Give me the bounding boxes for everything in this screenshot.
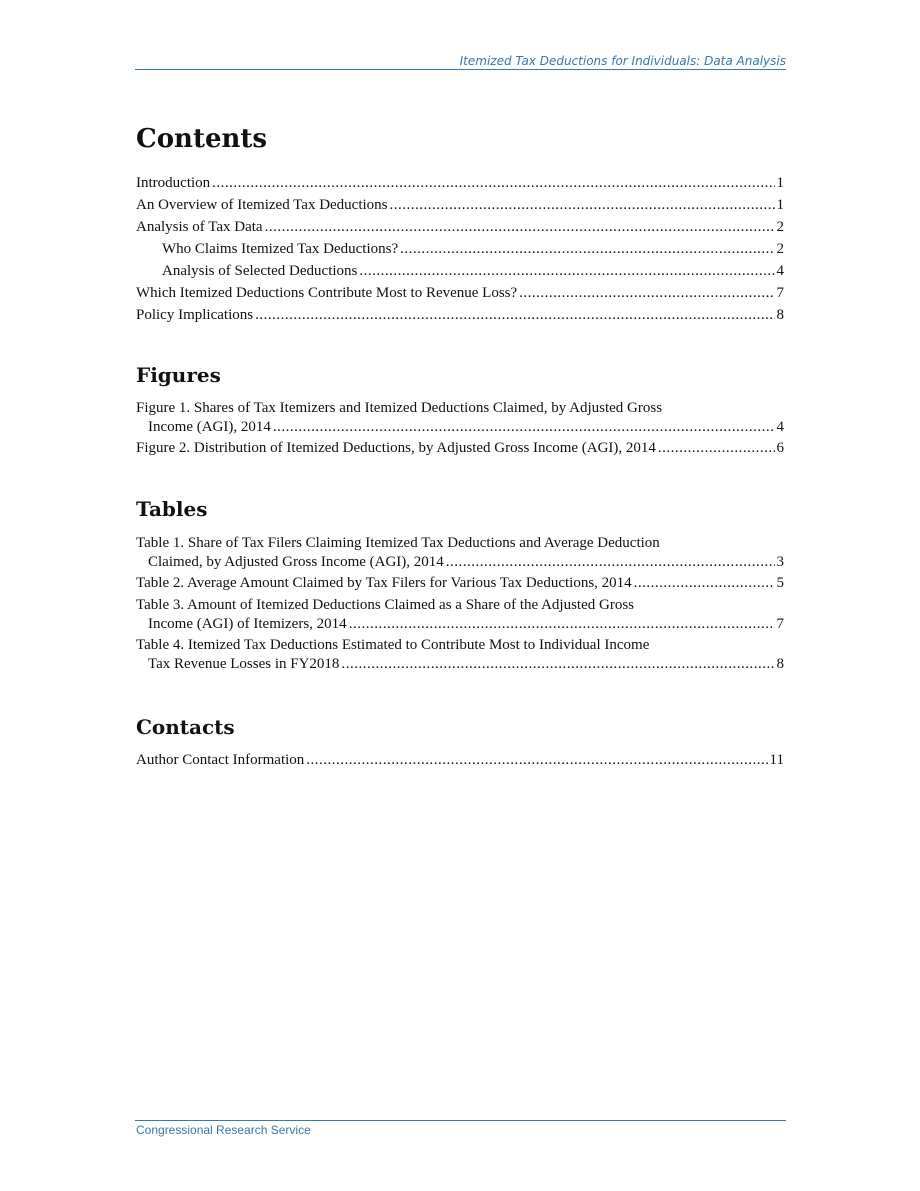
toc-entry[interactable] bbox=[136, 306, 784, 325]
toc-entry-label: Analysis of Tax Data bbox=[136, 219, 263, 235]
toc-entry[interactable] bbox=[136, 399, 784, 437]
toc-page-number: 11 bbox=[769, 752, 784, 768]
dot-leader bbox=[658, 439, 775, 458]
toc-entry-label: Figure 1. Shares of Tax Itemizers and Itemized Deductions Claimed, by Adjusted Gross bbox=[136, 400, 663, 416]
toc-entry-label-continued: Tax Revenue Losses in FY2018 bbox=[148, 656, 340, 672]
toc-entry[interactable] bbox=[136, 534, 784, 572]
toc-subentry[interactable] bbox=[136, 262, 784, 281]
tables-list bbox=[136, 534, 784, 676]
toc-page-number: 1 bbox=[776, 197, 784, 213]
toc-entry-label: Which Itemized Deductions Contribute Most to Revenue Loss? bbox=[136, 285, 518, 301]
toc-entry-label: Author Contact Information bbox=[136, 752, 305, 768]
contacts-heading: Contacts bbox=[136, 715, 235, 739]
toc-page-number: 7 bbox=[776, 616, 784, 632]
figures-list bbox=[136, 399, 784, 461]
toc-entry[interactable] bbox=[136, 636, 784, 674]
toc-entry[interactable] bbox=[136, 174, 784, 193]
toc-page-number: 4 bbox=[776, 263, 784, 279]
toc-page-number: 8 bbox=[776, 656, 784, 672]
toc-entry-label: Analysis of Selected Deductions bbox=[162, 263, 358, 279]
header-rule bbox=[135, 69, 786, 70]
toc-entry-label: Policy Implications bbox=[136, 307, 254, 323]
toc-page-number: 5 bbox=[776, 575, 784, 591]
toc-entry-label: Figure 2. Distribution of Itemized Deductions, by Adjusted Gross Income (AGI), 2014 bbox=[136, 440, 656, 456]
dot-leader bbox=[400, 240, 774, 259]
toc-entry[interactable] bbox=[136, 574, 784, 593]
figures-heading: Figures bbox=[136, 363, 221, 387]
toc-entry-label: An Overview of Itemized Tax Deductions bbox=[136, 197, 388, 213]
toc-entry[interactable] bbox=[136, 218, 784, 237]
toc-entry-label: Who Claims Itemized Tax Deductions? bbox=[162, 241, 399, 257]
toc-entry[interactable] bbox=[136, 751, 784, 770]
tables-heading: Tables bbox=[136, 497, 208, 521]
toc-entry[interactable] bbox=[136, 284, 784, 303]
dot-leader bbox=[634, 574, 775, 593]
toc-entry[interactable] bbox=[136, 596, 784, 634]
toc-entry-label: Table 1. Share of Tax Filers Claiming Itemized Tax Deductions and Average Deduction bbox=[136, 535, 660, 551]
toc-entry-label-continued: Income (AGI) of Itemizers, 2014 bbox=[148, 616, 347, 632]
dot-leader bbox=[446, 553, 775, 572]
toc-subentry[interactable] bbox=[136, 240, 784, 259]
toc-entry-label: Table 2. Average Amount Claimed by Tax Filers for Various Tax Deductions, 2014 bbox=[136, 575, 632, 591]
toc-page-number: 2 bbox=[776, 241, 784, 257]
toc-entry-label-continued: Claimed, by Adjusted Gross Income (AGI), 2014 bbox=[148, 554, 444, 570]
dot-leader bbox=[306, 751, 767, 770]
dot-leader bbox=[519, 284, 774, 303]
toc-page-number: 2 bbox=[776, 219, 784, 235]
footer-text: Congressional Research Service bbox=[136, 1123, 311, 1137]
dot-leader bbox=[390, 196, 775, 215]
running-header: Itemized Tax Deductions for Individuals: Data Analysis bbox=[459, 54, 786, 68]
toc-page-number: 7 bbox=[776, 285, 784, 301]
dot-leader bbox=[349, 615, 775, 634]
toc-entry-label: Table 3. Amount of Itemized Deductions Claimed as a Share of the Adjusted Gross bbox=[136, 597, 635, 613]
dot-leader bbox=[265, 218, 775, 237]
toc-entry-label: Table 4. Itemized Tax Deductions Estimated to Contribute Most to Individual Income bbox=[136, 637, 650, 653]
contents-heading: Contents bbox=[136, 124, 268, 154]
toc-entry-label: Introduction bbox=[136, 175, 211, 191]
toc-page-number: 4 bbox=[776, 419, 784, 435]
dot-leader bbox=[255, 306, 774, 325]
toc-entry-label-continued: Income (AGI), 2014 bbox=[148, 419, 271, 435]
contents-list bbox=[136, 174, 784, 328]
dot-leader bbox=[359, 262, 774, 281]
toc-page-number: 3 bbox=[776, 554, 784, 570]
toc-entry[interactable] bbox=[136, 196, 784, 215]
toc-entry[interactable] bbox=[136, 439, 784, 458]
toc-page-number: 6 bbox=[776, 440, 784, 456]
dot-leader bbox=[212, 174, 774, 193]
dot-leader bbox=[341, 655, 774, 674]
dot-leader bbox=[273, 418, 775, 437]
footer-rule bbox=[135, 1120, 786, 1121]
contacts-list bbox=[136, 751, 784, 773]
toc-page-number: 1 bbox=[776, 175, 784, 191]
toc-page-number: 8 bbox=[776, 307, 784, 323]
